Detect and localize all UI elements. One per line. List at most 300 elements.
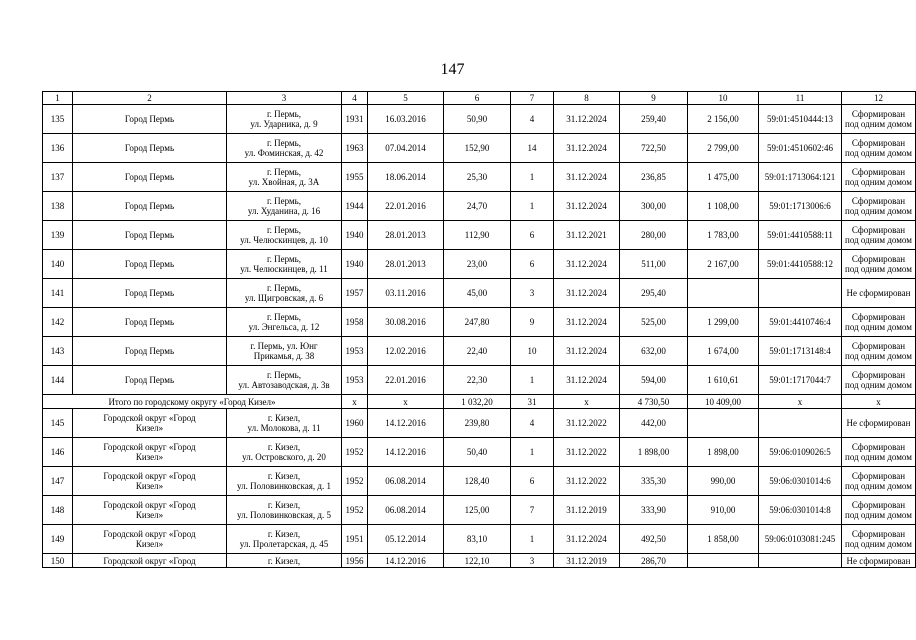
date-cell: 06.08.2014 — [368, 496, 444, 525]
deadline-cell: 31.12.2024 — [554, 279, 620, 308]
col9-cell: 295,40 — [620, 279, 688, 308]
row-number: 136 — [43, 134, 73, 163]
status-cell-line: под одним домом — [845, 148, 912, 158]
year-cell: 1963 — [342, 134, 368, 163]
address-cell — [227, 279, 342, 308]
deadline-cell: 31.12.2024 — [554, 192, 620, 221]
municipality-cell — [73, 525, 227, 554]
cadastral-cell: 59:06:0301014:6 — [759, 467, 842, 496]
total-value: x — [368, 395, 444, 409]
municipality-cell — [73, 438, 227, 467]
row-number: 137 — [43, 163, 73, 192]
area-cell: 25,30 — [444, 163, 511, 192]
address-cell-line: г. Кизел, — [267, 413, 301, 423]
municipality-cell — [73, 105, 227, 134]
cadastral-cell: 59:01:4410588:11 — [759, 221, 842, 250]
date-cell: 28.01.2013 — [368, 250, 444, 279]
status-cell — [842, 525, 916, 554]
status-cell — [842, 250, 916, 279]
col9-cell: 632,00 — [620, 337, 688, 366]
column-header: 8 — [554, 92, 620, 105]
status-cell-line: Сформирован — [851, 196, 906, 206]
col10-cell: 1 108,00 — [688, 192, 759, 221]
area-cell: 128,40 — [444, 467, 511, 496]
row-number: 142 — [43, 308, 73, 337]
row-number: 144 — [43, 366, 73, 395]
address-cell — [227, 467, 342, 496]
address-cell-line: ул. Фоминская, д. 42 — [244, 148, 324, 158]
column-header: 2 — [73, 92, 227, 105]
status-cell-line: под одним домом — [845, 351, 912, 361]
total-value: 1 032,20 — [444, 395, 511, 409]
cadastral-cell: 59:06:0301014:8 — [759, 496, 842, 525]
status-cell — [842, 134, 916, 163]
col10-cell: 2 156,00 — [688, 105, 759, 134]
status-cell-line: под одним домом — [845, 235, 912, 245]
column-header: 11 — [759, 92, 842, 105]
col9-cell: 1 898,00 — [620, 438, 688, 467]
year-cell: 1940 — [342, 250, 368, 279]
residents-cell: 1 — [511, 192, 554, 221]
table-row — [43, 438, 916, 467]
address-cell-line: ул. Челюскинцев, д. 11 — [240, 264, 328, 274]
cadastral-cell: 59:01:1717044:7 — [759, 366, 842, 395]
address-cell-line: г. Пермь, — [266, 254, 302, 264]
residents-cell: 4 — [511, 409, 554, 438]
status-cell-line: Сформирован — [851, 109, 906, 119]
date-cell: 22.01.2016 — [368, 366, 444, 395]
col10-cell: 1 610,61 — [688, 366, 759, 395]
deadline-cell: 31.12.2019 — [554, 554, 620, 568]
col9-cell: 259,40 — [620, 105, 688, 134]
column-header: 9 — [620, 92, 688, 105]
address-cell — [227, 134, 342, 163]
status-cell-line: под одним домом — [845, 322, 912, 332]
address-cell-line: ул. Хвойная, д. 3А — [248, 177, 320, 187]
table-row — [43, 337, 916, 366]
date-cell: 06.08.2014 — [368, 467, 444, 496]
table-row — [43, 554, 916, 568]
total-label: Итого по городскому округу «Город Кизел» — [43, 395, 342, 409]
area-cell: 24,70 — [444, 192, 511, 221]
deadline-cell: 31.12.2022 — [554, 438, 620, 467]
address-cell — [227, 337, 342, 366]
deadline-cell: 31.12.2024 — [554, 308, 620, 337]
table-row — [43, 496, 916, 525]
area-cell: 45,00 — [444, 279, 511, 308]
address-cell-line: г. Пермь, — [266, 370, 302, 380]
cadastral-cell: 59:01:4410588:12 — [759, 250, 842, 279]
address-cell-line: ул. Ударника, д. 9 — [250, 119, 318, 129]
cadastral-cell: 59:01:1713064:121 — [759, 163, 842, 192]
date-cell: 16.03.2016 — [368, 105, 444, 134]
residents-cell: 10 — [511, 337, 554, 366]
col9-cell: 722,50 — [620, 134, 688, 163]
cadastral-cell: 59:01:4410746:4 — [759, 308, 842, 337]
address-cell-line: г. Пермь, — [266, 167, 302, 177]
page-number: 147 — [440, 61, 465, 78]
table-row — [43, 409, 916, 438]
year-cell: 1940 — [342, 221, 368, 250]
municipality-cell-line: Город Пермь — [124, 143, 175, 153]
area-cell: 50,40 — [444, 438, 511, 467]
area-cell: 23,00 — [444, 250, 511, 279]
address-cell — [227, 308, 342, 337]
address-cell-line: ул. Половинковская, д. 5 — [237, 510, 331, 520]
address-cell-line: ул. Половинковская, д. 1 — [237, 481, 331, 491]
deadline-cell: 31.12.2024 — [554, 250, 620, 279]
municipality-cell-line: Городской округ «Город — [103, 555, 196, 566]
municipality-cell-line: Город Пермь — [124, 201, 175, 211]
residents-cell: 9 — [511, 308, 554, 337]
row-number: 146 — [43, 438, 73, 467]
date-cell: 28.01.2013 — [368, 221, 444, 250]
col9-cell: 442,00 — [620, 409, 688, 438]
address-cell-line: г. Кизел, — [267, 555, 301, 566]
municipality-cell — [73, 467, 227, 496]
status-cell-line: Сформирован — [851, 442, 906, 452]
address-cell — [227, 525, 342, 554]
residents-cell: 1 — [511, 525, 554, 554]
municipality-cell — [73, 163, 227, 192]
col10-cell: 1 783,00 — [688, 221, 759, 250]
table-row — [43, 366, 916, 395]
municipality-cell — [73, 221, 227, 250]
address-cell — [227, 105, 342, 134]
col10-cell — [688, 279, 759, 308]
col10-cell: 2 167,00 — [688, 250, 759, 279]
municipality-cell-line: Городской округ «Город — [103, 442, 196, 452]
year-cell: 1953 — [342, 337, 368, 366]
area-cell: 22,30 — [444, 366, 511, 395]
area-cell: 122,10 — [444, 554, 511, 568]
date-cell: 22.01.2016 — [368, 192, 444, 221]
address-cell-line: ул. Островского, д. 20 — [242, 452, 326, 462]
address-cell-line: Прикамья, д. 38 — [253, 351, 315, 361]
col10-cell: 990,00 — [688, 467, 759, 496]
status-cell — [842, 366, 916, 395]
municipality-cell — [73, 279, 227, 308]
address-cell-line: г. Пермь, — [266, 283, 302, 293]
col9-cell: 286,70 — [620, 554, 688, 568]
total-value: x — [342, 395, 368, 409]
status-cell-line: под одним домом — [845, 264, 912, 274]
column-header: 6 — [444, 92, 511, 105]
address-cell-line: г. Кизел, — [267, 471, 301, 481]
residents-cell: 1 — [511, 438, 554, 467]
status-cell — [842, 163, 916, 192]
date-cell: 12.02.2016 — [368, 337, 444, 366]
address-cell-line: ул. Молокова, д. 11 — [247, 423, 321, 433]
total-value: x — [842, 395, 916, 409]
status-cell — [842, 192, 916, 221]
residents-cell: 6 — [511, 467, 554, 496]
col9-cell: 333,90 — [620, 496, 688, 525]
cadastral-cell: 59:01:4510602:46 — [759, 134, 842, 163]
municipality-cell — [73, 192, 227, 221]
table-row — [43, 221, 916, 250]
date-cell: 14.12.2016 — [368, 409, 444, 438]
residents-cell: 14 — [511, 134, 554, 163]
year-cell: 1956 — [342, 554, 368, 568]
municipality-cell — [73, 250, 227, 279]
table-row — [43, 105, 916, 134]
cadastral-cell — [759, 409, 842, 438]
area-cell: 152,90 — [444, 134, 511, 163]
row-number: 148 — [43, 496, 73, 525]
residents-cell: 7 — [511, 496, 554, 525]
column-header: 5 — [368, 92, 444, 105]
table-row — [43, 163, 916, 192]
col9-cell: 594,00 — [620, 366, 688, 395]
cadastral-cell: 59:06:0109026:5 — [759, 438, 842, 467]
date-cell: 14.12.2016 — [368, 438, 444, 467]
address-cell-line: г. Кизел, — [267, 442, 301, 452]
cadastral-cell — [759, 554, 842, 568]
status-cell-line: Сформирован — [851, 312, 906, 322]
address-cell — [227, 409, 342, 438]
year-cell: 1951 — [342, 525, 368, 554]
total-value: x — [759, 395, 842, 409]
col10-cell: 1 475,00 — [688, 163, 759, 192]
status-cell-line: под одним домом — [845, 177, 912, 187]
year-cell: 1944 — [342, 192, 368, 221]
municipality-cell-line: Город Пермь — [124, 172, 175, 182]
status-cell-line: под одним домом — [845, 452, 912, 462]
address-cell-line: г. Пермь, — [266, 138, 302, 148]
col10-cell — [688, 554, 759, 568]
cadastral-cell: 59:01:1713006:6 — [759, 192, 842, 221]
column-header: 1 — [43, 92, 73, 105]
year-cell: 1952 — [342, 496, 368, 525]
address-cell — [227, 192, 342, 221]
status-cell-line: под одним домом — [845, 380, 912, 390]
status-cell-line: Сформирован — [851, 225, 906, 235]
status-cell — [842, 221, 916, 250]
table-row — [43, 467, 916, 496]
address-cell-line: г. Пермь, — [266, 225, 302, 235]
col9-cell: 300,00 — [620, 192, 688, 221]
deadline-cell: 31.12.2024 — [554, 105, 620, 134]
col10-cell: 2 799,00 — [688, 134, 759, 163]
status-cell — [842, 554, 916, 568]
cadastral-cell: 59:01:4510444:13 — [759, 105, 842, 134]
year-cell: 1952 — [342, 467, 368, 496]
area-cell: 125,00 — [444, 496, 511, 525]
municipality-cell — [73, 409, 227, 438]
area-cell: 239,80 — [444, 409, 511, 438]
year-cell: 1952 — [342, 438, 368, 467]
address-cell-line: г. Пермь, — [266, 312, 302, 322]
address-cell-line: ул. Щигровская, д. 6 — [244, 293, 324, 303]
address-cell-line: г. Пермь, — [266, 196, 302, 206]
table-row — [43, 308, 916, 337]
status-cell-line: Сформирован — [851, 529, 906, 539]
col10-cell: 1 898,00 — [688, 438, 759, 467]
date-cell: 07.04.2014 — [368, 134, 444, 163]
col10-cell: 910,00 — [688, 496, 759, 525]
row-number: 135 — [43, 105, 73, 134]
date-cell: 14.12.2016 — [368, 554, 444, 568]
residents-cell: 1 — [511, 366, 554, 395]
status-cell-line: под одним домом — [845, 206, 912, 216]
col10-cell: 1 299,00 — [688, 308, 759, 337]
status-cell — [842, 438, 916, 467]
deadline-cell: 31.12.2022 — [554, 467, 620, 496]
date-cell: 05.12.2014 — [368, 525, 444, 554]
year-cell: 1953 — [342, 366, 368, 395]
address-cell-line: г. Пермь, ул. Юнг — [250, 341, 318, 351]
table-row — [43, 525, 916, 554]
table-row — [43, 192, 916, 221]
row-number: 150 — [43, 554, 73, 568]
column-header: 10 — [688, 92, 759, 105]
address-cell-line: ул. Энгельса, д. 12 — [248, 322, 320, 332]
status-cell — [842, 105, 916, 134]
total-value: 10 409,00 — [688, 395, 759, 409]
status-cell-line: под одним домом — [845, 481, 912, 491]
row-number: 145 — [43, 409, 73, 438]
cadastral-cell: 59:06:0103081:245 — [759, 525, 842, 554]
municipality-cell-line: Городской округ «Город — [103, 529, 196, 539]
municipality-cell — [73, 337, 227, 366]
cadastral-cell — [759, 279, 842, 308]
row-number: 140 — [43, 250, 73, 279]
deadline-cell: 31.12.2024 — [554, 366, 620, 395]
deadline-cell: 31.12.2024 — [554, 163, 620, 192]
address-cell-line: ул. Пролетарская, д. 45 — [239, 539, 329, 549]
row-number: 141 — [43, 279, 73, 308]
table-body — [43, 92, 916, 568]
municipality-cell-line: Кизел» — [135, 539, 164, 549]
deadline-cell: 31.12.2024 — [554, 134, 620, 163]
col9-cell: 280,00 — [620, 221, 688, 250]
status-cell-line: Не сформирован — [846, 418, 911, 428]
address-cell-line: ул. Худанина, д. 16 — [247, 206, 321, 216]
address-cell — [227, 250, 342, 279]
status-cell-line: Сформирован — [851, 167, 906, 177]
status-cell-line: под одним домом — [845, 119, 912, 129]
status-cell-line: Сформирован — [851, 254, 906, 264]
address-cell — [227, 496, 342, 525]
municipality-cell-line: Город Пермь — [124, 230, 175, 240]
residents-cell: 4 — [511, 105, 554, 134]
status-cell — [842, 467, 916, 496]
municipality-cell-line: Город Пермь — [124, 259, 175, 269]
municipality-cell-line: Городской округ «Город — [103, 500, 196, 510]
status-cell-line: Не сформирован — [846, 555, 911, 566]
address-cell-line: г. Пермь, — [266, 109, 302, 119]
col10-cell: 1 858,00 — [688, 525, 759, 554]
deadline-cell: 31.12.2022 — [554, 409, 620, 438]
year-cell: 1958 — [342, 308, 368, 337]
municipality-cell-line: Городской округ «Город — [103, 471, 196, 481]
residents-cell: 6 — [511, 250, 554, 279]
deadline-cell: 31.12.2024 — [554, 525, 620, 554]
municipality-cell-line: Город Пермь — [124, 317, 175, 327]
status-cell — [842, 337, 916, 366]
area-cell: 112,90 — [444, 221, 511, 250]
total-value: x — [554, 395, 620, 409]
row-number: 149 — [43, 525, 73, 554]
status-cell-line: под одним домом — [845, 510, 912, 520]
column-header: 12 — [842, 92, 916, 105]
row-number: 143 — [43, 337, 73, 366]
municipality-cell-line: Город Пермь — [124, 375, 175, 385]
municipality-cell-line: Кизел» — [135, 481, 164, 491]
area-cell: 83,10 — [444, 525, 511, 554]
table-row — [43, 279, 916, 308]
status-cell-line: Сформирован — [851, 471, 906, 481]
column-header: 4 — [342, 92, 368, 105]
residents-cell: 6 — [511, 221, 554, 250]
status-cell — [842, 496, 916, 525]
table-row — [43, 250, 916, 279]
residents-cell: 3 — [511, 279, 554, 308]
column-header: 3 — [227, 92, 342, 105]
col9-cell: 525,00 — [620, 308, 688, 337]
year-cell: 1931 — [342, 105, 368, 134]
total-value: 31 — [511, 395, 554, 409]
address-cell-line: г. Кизел, — [267, 500, 301, 510]
status-cell-line: Сформирован — [851, 500, 906, 510]
row-number: 147 — [43, 467, 73, 496]
cadastral-cell: 59:01:1713148:4 — [759, 337, 842, 366]
area-cell: 22,40 — [444, 337, 511, 366]
column-header: 7 — [511, 92, 554, 105]
address-cell-line: ул. Автозаводская, д. 3в — [238, 380, 330, 390]
total-row — [43, 395, 916, 409]
col10-cell — [688, 409, 759, 438]
residents-cell: 1 — [511, 163, 554, 192]
municipality-cell-line: Город Пермь — [124, 114, 175, 124]
total-value: 4 730,50 — [620, 395, 688, 409]
housing-table — [42, 91, 916, 568]
date-cell: 30.08.2016 — [368, 308, 444, 337]
status-cell — [842, 279, 916, 308]
status-cell-line: Не сформирован — [846, 288, 911, 298]
municipality-cell — [73, 554, 227, 568]
table-row — [43, 134, 916, 163]
address-cell — [227, 554, 342, 568]
address-cell — [227, 438, 342, 467]
municipality-cell-line: Кизел» — [135, 510, 164, 520]
col9-cell: 492,50 — [620, 525, 688, 554]
municipality-cell — [73, 366, 227, 395]
municipality-cell-line: Кизел» — [135, 423, 164, 433]
col9-cell: 511,00 — [620, 250, 688, 279]
deadline-cell: 31.12.2024 — [554, 337, 620, 366]
status-cell-line: Сформирован — [851, 138, 906, 148]
header-row — [43, 92, 916, 105]
status-cell-line: под одним домом — [845, 539, 912, 549]
address-cell — [227, 221, 342, 250]
area-cell: 50,90 — [444, 105, 511, 134]
municipality-cell — [73, 134, 227, 163]
municipality-cell — [73, 308, 227, 337]
address-cell-line: ул. Челюскинцев, д. 10 — [240, 235, 328, 245]
municipality-cell-line: Городской округ «Город — [103, 413, 196, 423]
col10-cell: 1 674,00 — [688, 337, 759, 366]
residents-cell: 3 — [511, 554, 554, 568]
year-cell: 1957 — [342, 279, 368, 308]
status-cell-line: Сформирован — [851, 341, 906, 351]
address-cell-line: г. Кизел, — [267, 529, 301, 539]
status-cell — [842, 308, 916, 337]
date-cell: 03.11.2016 — [368, 279, 444, 308]
municipality-cell — [73, 496, 227, 525]
municipality-cell-line: Город Пермь — [124, 346, 175, 356]
